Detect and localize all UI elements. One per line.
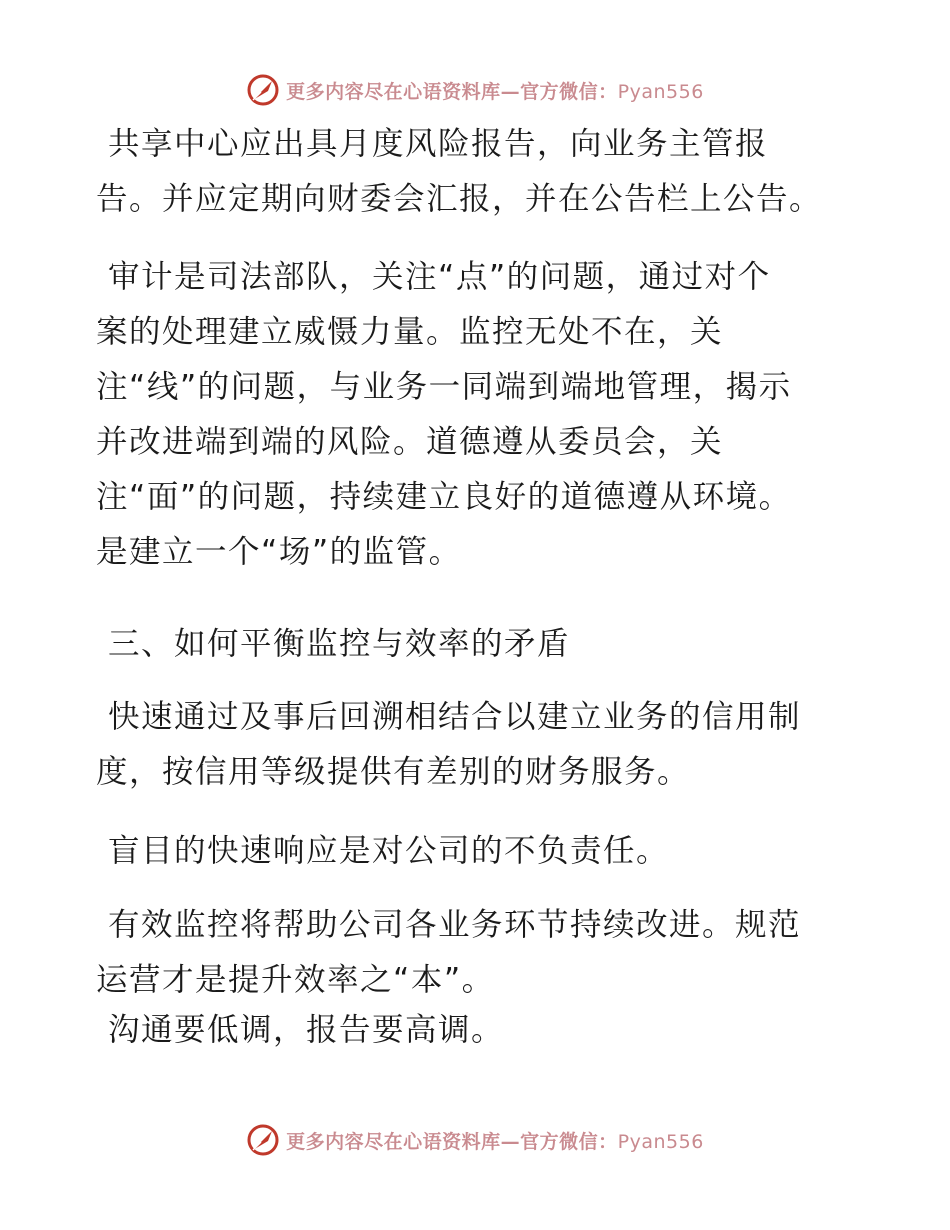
header-banner — [0, 70, 950, 110]
text-line: 共享中心应出具月度风险报告，向业务主管报 — [108, 126, 769, 162]
paragraph — [96, 1003, 856, 1058]
banner-wechat-id: Pyan556 — [617, 1130, 704, 1153]
text-line: 审计是司法部队，关注“点”的问题，通过对个 — [108, 259, 771, 295]
quill-logo-icon — [246, 1123, 280, 1157]
banner-text — [286, 77, 704, 104]
section-heading — [96, 617, 856, 672]
banner-slogan: 更多内容尽在心语资料库—官方微信： — [286, 80, 618, 103]
text-line: 注“线”的问题，与业务一同端到端地管理，揭示 — [96, 369, 792, 405]
banner-slogan: 更多内容尽在心语资料库—官方微信： — [286, 1130, 618, 1153]
text-line: 沟通要低调，报告要高调。 — [108, 1012, 505, 1048]
footer-banner — [0, 1120, 950, 1160]
heading-line: 三、如何平衡监控与效率的矛盾 — [108, 626, 571, 662]
text-line: 并改进端到端的风险。道德遵从委员会，关 — [96, 424, 724, 460]
banner-text — [286, 1127, 704, 1154]
paragraph — [96, 824, 856, 879]
text-line: 有效监控将帮助公司各业务环节持续改进。规范 — [108, 907, 802, 943]
banner-wechat-id: Pyan556 — [617, 80, 704, 103]
paragraph — [96, 898, 856, 1008]
text-line: 告。并应定期向财委会汇报，并在公告栏上公告。 — [96, 181, 823, 217]
text-line: 是建立一个“场”的监管。 — [96, 534, 462, 570]
text-line: 案的处理建立威慑力量。监控无处不在，关 — [96, 314, 724, 350]
text-line: 盲目的快速响应是对公司的不负责任。 — [108, 833, 670, 869]
text-line: 注“面”的问题，持续建立良好的道德遵从环境。 — [96, 479, 792, 515]
quill-logo-icon — [246, 73, 280, 107]
paragraph — [96, 117, 856, 227]
text-line: 快速通过及事后回溯相结合以建立业务的信用制 — [108, 699, 802, 735]
paragraph — [96, 690, 856, 800]
text-line: 运营才是提升效率之“本”。 — [96, 962, 495, 998]
paragraph — [96, 250, 856, 580]
text-line: 度，按信用等级提供有差别的财务服务。 — [96, 754, 691, 790]
